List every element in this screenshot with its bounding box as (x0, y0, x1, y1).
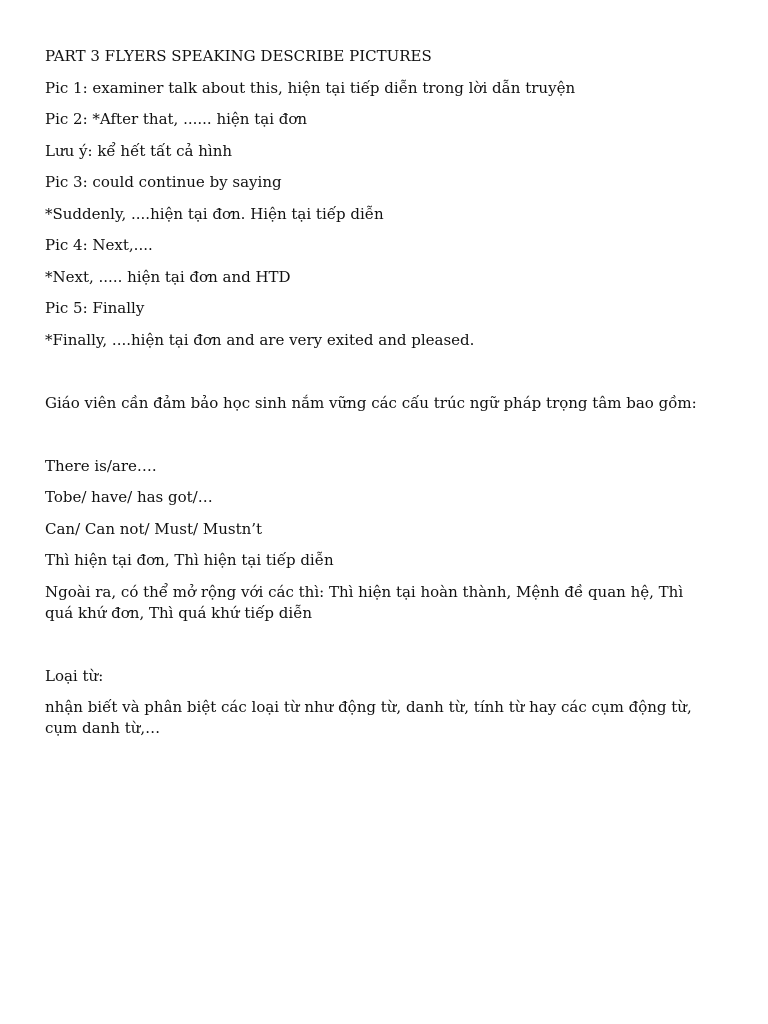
grammar-item-there-is: There is/are…. (45, 456, 157, 475)
paragraph-suddenly: *Suddenly, ....hiện tại đơn. Hiện tại tiếp diễn (45, 204, 384, 223)
document-body (45, 46, 705, 750)
grammar-item-tobe: Tobe/ have/ has got/… (45, 488, 213, 506)
paragraph-finally: *Finally, ....hiện tại đơn and are very exited and pleased. (45, 330, 475, 349)
grammar-item-tenses: Thì hiện tại đơn, Thì hiện tại tiếp diễn (45, 551, 334, 569)
word-types-heading: Loại từ: (45, 666, 104, 685)
empty-line (45, 634, 705, 655)
paragraph-teacher-note: Giáo viên cần đảm bảo học sinh nắm vững các cấu trúc ngữ pháp trọng tâm bao gồm: (45, 393, 697, 412)
paragraph-pic5: Pic 5: Finally (45, 299, 145, 317)
paragraph-pic3: Pic 3: could continue by saying (45, 173, 282, 191)
grammar-item-can: Can/ Can not/ Must/ Mustn’t (45, 519, 263, 538)
paragraph-next: *Next, ..... hiện tại đơn and HTD (45, 267, 291, 286)
document-title: PART 3 FLYERS SPEAKING DESCRIBE PICTURES (45, 47, 432, 65)
empty-line (45, 424, 705, 445)
paragraph-pic1: Pic 1: examiner talk about this, hiện tại tiếp diễn trong lời dẫn truyện (45, 78, 576, 97)
grammar-item-extensions: Ngoài ra, có thể mở rộng với các thì: Thì hiện tại hoàn thành, Mệnh đề quan hệ, Thì quá khứ đơn, Thì quá khứ tiếp diễn (45, 582, 684, 622)
word-types-description: nhận biết và phân biệt các loại từ như động từ, danh từ, tính từ hay các cụm động từ, cụm danh từ,… (45, 698, 692, 737)
empty-line (45, 361, 705, 382)
paragraph-pic2: Pic 2: *After that, ...... hiện tại đơn (45, 110, 308, 128)
paragraph-pic4: Pic 4: Next,.... (45, 236, 153, 254)
paragraph-note: Lưu ý: kể hết tất cả hình (45, 141, 233, 160)
